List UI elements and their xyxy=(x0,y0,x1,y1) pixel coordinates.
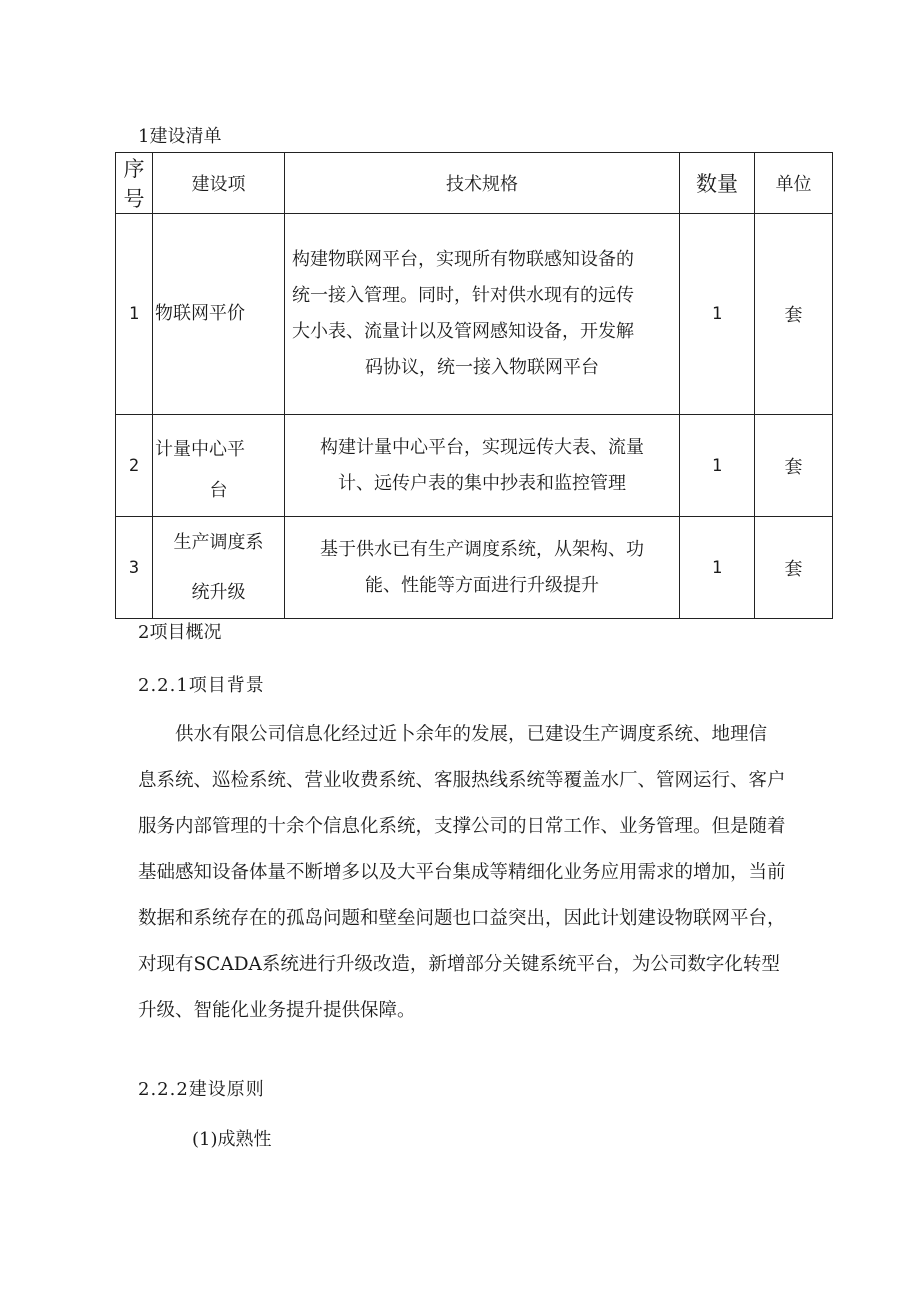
row-spec xyxy=(285,415,680,517)
item-line: 生产调度系 xyxy=(173,531,264,553)
row-unit: 套 xyxy=(755,517,833,619)
item-line: 统升级 xyxy=(191,581,246,603)
header-item: 建设项 xyxy=(153,153,285,214)
principle-maturity: (1)成熟性 xyxy=(192,1129,272,1150)
paragraph-line: 服务内部管理的十余个信息化系统，支撑公司的日常工作、业务管理。但是随着 xyxy=(138,816,786,837)
row-unit: 套 xyxy=(755,415,833,517)
paragraph-line: 息系统、巡检系统、营业收费系统、客服热线系统等覆盖水厂、管网运行、客户 xyxy=(138,770,786,791)
section-heading-project-overview: 2项目概况 xyxy=(138,622,222,643)
row-quantity: 1 xyxy=(680,415,755,517)
row-serial: 3 xyxy=(116,517,153,619)
subsection-heading-principles: 2.2.2建设原则 xyxy=(138,1079,265,1100)
background-paragraph xyxy=(138,712,838,1034)
paragraph-line: 升级、智能化业务提升提供保障。 xyxy=(138,1000,416,1021)
table-row xyxy=(116,214,833,415)
header-quantity: 数量 xyxy=(680,153,755,214)
section-heading-build-list: 1建设清单 xyxy=(138,126,222,147)
spec-line: 大小表、流量计以及管网感知设备，开发解 xyxy=(292,321,634,342)
row-serial: 1 xyxy=(116,214,153,415)
row-item: 物联网平价 xyxy=(153,214,285,415)
row-spec xyxy=(285,214,680,415)
build-list-table xyxy=(115,152,833,619)
spec-line: 计、远传户表的集中抄表和监控管理 xyxy=(338,472,626,494)
paragraph-line: 数据和系统存在的孤岛问题和壁垒问题也口益突出，因此计划建设物联网平台， xyxy=(138,908,786,929)
paragraph-line: 供水有限公司信息化经过近卜余年的发展，已建设生产调度系统、地理信 xyxy=(175,724,768,745)
table-header-row xyxy=(116,153,833,214)
header-serial: 序号 xyxy=(116,153,153,214)
row-spec xyxy=(285,517,680,619)
row-item xyxy=(153,517,285,619)
item-line: 计量中心平 xyxy=(155,438,245,460)
row-item xyxy=(153,415,285,517)
table-row xyxy=(116,517,833,619)
paragraph-line: 对现有SCADA系统进行升级改造，新增部分关键系统平台，为公司数字化转型 xyxy=(138,954,780,975)
spec-line: 统一接入管理。同时，针对供水现有的远传 xyxy=(292,285,634,306)
spec-line: 基于供水已有生产调度系统，从架构、功 xyxy=(320,538,644,560)
paragraph-line: 基础感知设备体量不断增多以及大平台集成等精细化业务应用需求的增加，当前 xyxy=(138,862,786,883)
row-serial: 2 xyxy=(116,415,153,517)
spec-line: 码协议，统一接入物联网平台 xyxy=(365,357,599,378)
header-spec: 技术规格 xyxy=(285,153,680,214)
spec-line: 构建物联网平台，实现所有物联感知设备的 xyxy=(292,249,634,270)
spec-line: 构建计量中心平台，实现远传大表、流量 xyxy=(320,436,644,458)
row-unit: 套 xyxy=(755,214,833,415)
spec-line: 能、性能等方面进行升级提升 xyxy=(365,574,599,596)
table-row xyxy=(116,415,833,517)
row-quantity: 1 xyxy=(680,214,755,415)
item-line: 台 xyxy=(209,479,228,501)
row-quantity: 1 xyxy=(680,517,755,619)
subsection-heading-background: 2.2.1项目背景 xyxy=(138,675,265,696)
header-unit: 单位 xyxy=(755,153,833,214)
